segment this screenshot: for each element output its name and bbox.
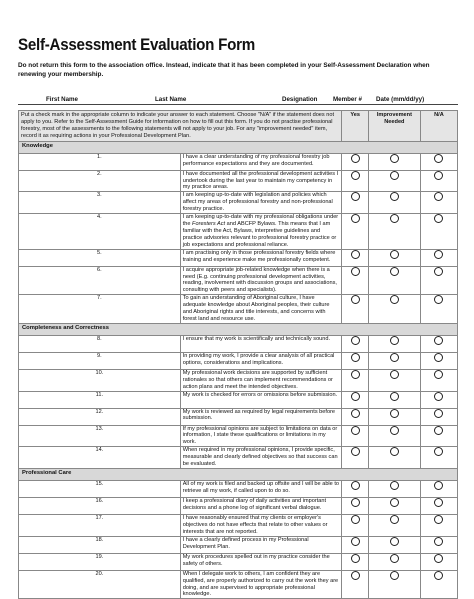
question-row bbox=[19, 153, 458, 170]
radio-improvement[interactable] bbox=[390, 192, 399, 201]
answer-cell-improvement bbox=[368, 266, 420, 295]
question-text: My work is checked for errors or omissions before submission. bbox=[180, 391, 342, 408]
question-row bbox=[19, 536, 458, 553]
radio-yes[interactable] bbox=[351, 295, 360, 304]
answer-cell-na bbox=[420, 295, 457, 324]
answer-cell-improvement bbox=[368, 425, 420, 447]
answer-cell-yes bbox=[342, 295, 369, 324]
radio-improvement[interactable] bbox=[390, 481, 399, 490]
answer-cell-na bbox=[420, 369, 457, 391]
radio-na[interactable] bbox=[434, 409, 443, 418]
question-text: I keep a professional diary of daily activities and important decisions and a phone log of significant verbal dialogue. bbox=[180, 498, 342, 515]
radio-na[interactable] bbox=[434, 426, 443, 435]
answer-cell-na bbox=[420, 266, 457, 295]
question-number: 14. bbox=[19, 447, 181, 469]
radio-improvement[interactable] bbox=[390, 250, 399, 259]
radio-na[interactable] bbox=[434, 447, 443, 456]
question-text: In providing my work, I provide a clear analysis of all practical options, considerations and implications. bbox=[180, 352, 342, 369]
question-number: 5. bbox=[19, 249, 181, 266]
answer-cell-na bbox=[420, 408, 457, 425]
question-row bbox=[19, 170, 458, 192]
answer-cell-improvement bbox=[368, 536, 420, 553]
radio-yes[interactable] bbox=[351, 171, 360, 180]
answer-cell-na bbox=[420, 498, 457, 515]
question-text: I am keeping up-to-date with my professional obligations under the Foresters Act and ABCFP Bylaws. This means that I am familiar with the Act, Bylaws, interpretive guidelines and practice advisories relevant to professional forestry practice or job expectations and professional reliance. bbox=[180, 214, 342, 250]
question-text: My work is reviewed as required by legal requirements before submission. bbox=[180, 408, 342, 425]
question-row bbox=[19, 249, 458, 266]
radio-yes[interactable] bbox=[351, 481, 360, 490]
radio-improvement[interactable] bbox=[390, 267, 399, 276]
date-label: Date (mm/dd/yy) bbox=[376, 96, 425, 103]
question-text: I have reasonably ensured that my clients or employer's objectives do not have effects that relate to other values or interests that are not reported. bbox=[180, 515, 342, 537]
question-number: 11. bbox=[19, 391, 181, 408]
answer-cell-yes bbox=[342, 553, 369, 570]
designation-label: Designation bbox=[282, 96, 318, 103]
radio-yes[interactable] bbox=[351, 515, 360, 524]
answer-cell-yes bbox=[342, 249, 369, 266]
question-text: I am keeping up-to-date with legislation and policies which affect my areas of professional forestry and non-professional forestry practice. bbox=[180, 192, 342, 214]
question-row bbox=[19, 214, 458, 250]
intro-instructions: Put a check mark in the appropriate column to indicate your answer to each statement. Choose "N/A" if the statement does not apply to you. Refer to the Self-Assessment Guide for information on how to fill out this form. If you do not practise professional forestry, most of the assessments to the following statements will not apply to your job. For any "improvement needed" item, record it as requiring actions in your Professional Development Plan. bbox=[19, 111, 342, 142]
last-name-label: Last Name bbox=[155, 96, 187, 103]
radio-improvement[interactable] bbox=[390, 154, 399, 163]
answer-cell-yes bbox=[342, 192, 369, 214]
question-number: 13. bbox=[19, 425, 181, 447]
answer-cell-improvement bbox=[368, 192, 420, 214]
radio-na[interactable] bbox=[434, 571, 443, 580]
question-text: I have a clear understanding of my professional forestry job performance expectations and they are documented. bbox=[180, 153, 342, 170]
radio-improvement[interactable] bbox=[390, 295, 399, 304]
radio-na[interactable] bbox=[434, 214, 443, 223]
question-number: 1. bbox=[19, 153, 181, 170]
answer-cell-na bbox=[420, 153, 457, 170]
answer-cell-yes bbox=[342, 498, 369, 515]
radio-improvement[interactable] bbox=[390, 447, 399, 456]
assessment-table bbox=[18, 110, 458, 599]
radio-yes[interactable] bbox=[351, 154, 360, 163]
answer-cell-improvement bbox=[368, 553, 420, 570]
question-row bbox=[19, 335, 458, 352]
section-title: Professional Care bbox=[19, 469, 458, 481]
answer-cell-yes bbox=[342, 408, 369, 425]
answer-cell-improvement bbox=[368, 153, 420, 170]
question-text: When required in my professional opinions, I provide specific, measurable and clearly defined objectives so that success can be evaluated. bbox=[180, 447, 342, 469]
radio-improvement[interactable] bbox=[390, 392, 399, 401]
question-number: 15. bbox=[19, 481, 181, 498]
question-number: 7. bbox=[19, 295, 181, 324]
question-number: 8. bbox=[19, 335, 181, 352]
answer-cell-improvement bbox=[368, 249, 420, 266]
radio-yes[interactable] bbox=[351, 392, 360, 401]
first-name-label: First Name bbox=[46, 96, 78, 103]
answer-cell-improvement bbox=[368, 481, 420, 498]
answer-cell-improvement bbox=[368, 391, 420, 408]
answer-cell-na bbox=[420, 515, 457, 537]
column-header-improvement: Improvement Needed bbox=[368, 111, 420, 142]
radio-na[interactable] bbox=[434, 515, 443, 524]
answer-cell-yes bbox=[342, 266, 369, 295]
page-title: Self-Assessment Evaluation Form bbox=[18, 36, 255, 54]
answer-cell-yes bbox=[342, 447, 369, 469]
radio-yes[interactable] bbox=[351, 409, 360, 418]
radio-improvement[interactable] bbox=[390, 370, 399, 379]
question-number: 10. bbox=[19, 369, 181, 391]
question-number: 20. bbox=[19, 570, 181, 599]
question-text: I acquire appropriate job-related knowledge when there is a need (E.g. continuing professional development activities, reading, involvement with discussion groups and associations, consulting with peers and specialists). bbox=[180, 266, 342, 295]
answer-cell-improvement bbox=[368, 214, 420, 250]
question-number: 18. bbox=[19, 536, 181, 553]
radio-yes[interactable] bbox=[351, 554, 360, 563]
radio-na[interactable] bbox=[434, 554, 443, 563]
question-row bbox=[19, 266, 458, 295]
question-number: 16. bbox=[19, 498, 181, 515]
radio-na[interactable] bbox=[434, 392, 443, 401]
section-header bbox=[19, 469, 458, 481]
answer-cell-improvement bbox=[368, 515, 420, 537]
column-header-na: N/A bbox=[420, 111, 457, 142]
radio-improvement[interactable] bbox=[390, 353, 399, 362]
question-text: My work procedures spelled out in my practice consider the safety of others. bbox=[180, 553, 342, 570]
question-row bbox=[19, 425, 458, 447]
answer-cell-yes bbox=[342, 214, 369, 250]
answer-cell-na bbox=[420, 335, 457, 352]
answer-cell-na bbox=[420, 391, 457, 408]
radio-na[interactable] bbox=[434, 370, 443, 379]
question-row bbox=[19, 570, 458, 599]
question-row bbox=[19, 352, 458, 369]
member-number-label: Member # bbox=[333, 96, 362, 103]
answer-cell-na bbox=[420, 249, 457, 266]
question-number: 12. bbox=[19, 408, 181, 425]
radio-yes[interactable] bbox=[351, 571, 360, 580]
radio-na[interactable] bbox=[434, 537, 443, 546]
answer-cell-yes bbox=[342, 352, 369, 369]
radio-na[interactable] bbox=[434, 481, 443, 490]
answer-cell-na bbox=[420, 481, 457, 498]
question-row bbox=[19, 515, 458, 537]
answer-cell-yes bbox=[342, 570, 369, 599]
answer-cell-yes bbox=[342, 369, 369, 391]
radio-yes[interactable] bbox=[351, 426, 360, 435]
radio-improvement[interactable] bbox=[390, 336, 399, 345]
answer-cell-yes bbox=[342, 153, 369, 170]
section-title: Completeness and Correctness bbox=[19, 323, 458, 335]
answer-cell-na bbox=[420, 447, 457, 469]
radio-yes[interactable] bbox=[351, 250, 360, 259]
radio-na[interactable] bbox=[434, 154, 443, 163]
question-row bbox=[19, 192, 458, 214]
answer-cell-na bbox=[420, 536, 457, 553]
question-number: 9. bbox=[19, 352, 181, 369]
question-row bbox=[19, 295, 458, 324]
question-number: 3. bbox=[19, 192, 181, 214]
answer-cell-yes bbox=[342, 425, 369, 447]
radio-yes[interactable] bbox=[351, 214, 360, 223]
radio-improvement[interactable] bbox=[390, 426, 399, 435]
answer-cell-na bbox=[420, 170, 457, 192]
question-row bbox=[19, 369, 458, 391]
answer-cell-improvement bbox=[368, 295, 420, 324]
answer-cell-improvement bbox=[368, 170, 420, 192]
answer-cell-improvement bbox=[368, 447, 420, 469]
radio-yes[interactable] bbox=[351, 353, 360, 362]
question-row bbox=[19, 498, 458, 515]
question-number: 2. bbox=[19, 170, 181, 192]
question-text: I have documented all the professional development activities I undertook during the last year to maintain my competency in my practice areas. bbox=[180, 170, 342, 192]
question-text: All of my work is filed and backed up offsite and I will be able to retrieve all my work, if called upon to do so. bbox=[180, 481, 342, 498]
radio-yes[interactable] bbox=[351, 267, 360, 276]
question-number: 4. bbox=[19, 214, 181, 250]
question-text: I have a clearly defined process in my Professional Development Plan. bbox=[180, 536, 342, 553]
radio-improvement[interactable] bbox=[390, 409, 399, 418]
radio-na[interactable] bbox=[434, 336, 443, 345]
radio-improvement[interactable] bbox=[390, 515, 399, 524]
radio-na[interactable] bbox=[434, 250, 443, 259]
radio-na[interactable] bbox=[434, 171, 443, 180]
header-rule bbox=[18, 104, 458, 105]
question-number: 19. bbox=[19, 553, 181, 570]
answer-cell-yes bbox=[342, 515, 369, 537]
question-row bbox=[19, 391, 458, 408]
answer-cell-na bbox=[420, 553, 457, 570]
radio-improvement[interactable] bbox=[390, 214, 399, 223]
answer-cell-improvement bbox=[368, 570, 420, 599]
question-text: When I delegate work to others, I am confident they are qualified, are properly authorized to carry out the work they are doing, and are supervised to appropriate professional knowledge. bbox=[180, 570, 342, 599]
answer-cell-na bbox=[420, 570, 457, 599]
instructions-text: Do not return this form to the association office. Instead, indicate that it has been completed in your Self-Assessment Declaration when renewing your membership. bbox=[18, 62, 430, 78]
answer-cell-improvement bbox=[368, 335, 420, 352]
answer-cell-na bbox=[420, 214, 457, 250]
question-row bbox=[19, 408, 458, 425]
radio-na[interactable] bbox=[434, 295, 443, 304]
column-header-yes: Yes bbox=[342, 111, 369, 142]
radio-na[interactable] bbox=[434, 192, 443, 201]
section-header bbox=[19, 323, 458, 335]
radio-improvement[interactable] bbox=[390, 554, 399, 563]
answer-cell-na bbox=[420, 352, 457, 369]
question-row bbox=[19, 481, 458, 498]
radio-yes[interactable] bbox=[351, 370, 360, 379]
question-text: I ensure that my work is scientifically and technically sound. bbox=[180, 335, 342, 352]
question-text: To gain an understanding of Aboriginal culture, I have adequate knowledge about Aboriginal peoples, their culture and Aboriginal rights and title interests, and concerns with forest land and resource use. bbox=[180, 295, 342, 324]
radio-na[interactable] bbox=[434, 353, 443, 362]
radio-improvement[interactable] bbox=[390, 571, 399, 580]
question-text: My professional work decisions are supported by sufficient rationales so that others can implement recommendations or action plans and meet the intended objectives. bbox=[180, 369, 342, 391]
radio-improvement[interactable] bbox=[390, 498, 399, 507]
answer-cell-yes bbox=[342, 391, 369, 408]
radio-yes[interactable] bbox=[351, 336, 360, 345]
answer-cell-improvement bbox=[368, 498, 420, 515]
answer-cell-na bbox=[420, 425, 457, 447]
answer-cell-na bbox=[420, 192, 457, 214]
radio-yes[interactable] bbox=[351, 192, 360, 201]
question-row bbox=[19, 553, 458, 570]
answer-cell-yes bbox=[342, 481, 369, 498]
answer-cell-improvement bbox=[368, 352, 420, 369]
answer-cell-yes bbox=[342, 536, 369, 553]
question-text: If my professional opinions are subject to limitations on data or information, I state these qualifications or limitations in my work. bbox=[180, 425, 342, 447]
radio-improvement[interactable] bbox=[390, 171, 399, 180]
radio-na[interactable] bbox=[434, 267, 443, 276]
question-row bbox=[19, 447, 458, 469]
answer-cell-yes bbox=[342, 335, 369, 352]
question-number: 6. bbox=[19, 266, 181, 295]
radio-yes[interactable] bbox=[351, 447, 360, 456]
section-title: Knowledge bbox=[19, 141, 458, 153]
section-header bbox=[19, 141, 458, 153]
radio-na[interactable] bbox=[434, 498, 443, 507]
question-text: I am practising only in those professional forestry fields where training and experience make me professionally competent. bbox=[180, 249, 342, 266]
answer-cell-improvement bbox=[368, 408, 420, 425]
answer-cell-yes bbox=[342, 170, 369, 192]
question-number: 17. bbox=[19, 515, 181, 537]
answer-cell-improvement bbox=[368, 369, 420, 391]
radio-yes[interactable] bbox=[351, 498, 360, 507]
radio-yes[interactable] bbox=[351, 537, 360, 546]
radio-improvement[interactable] bbox=[390, 537, 399, 546]
